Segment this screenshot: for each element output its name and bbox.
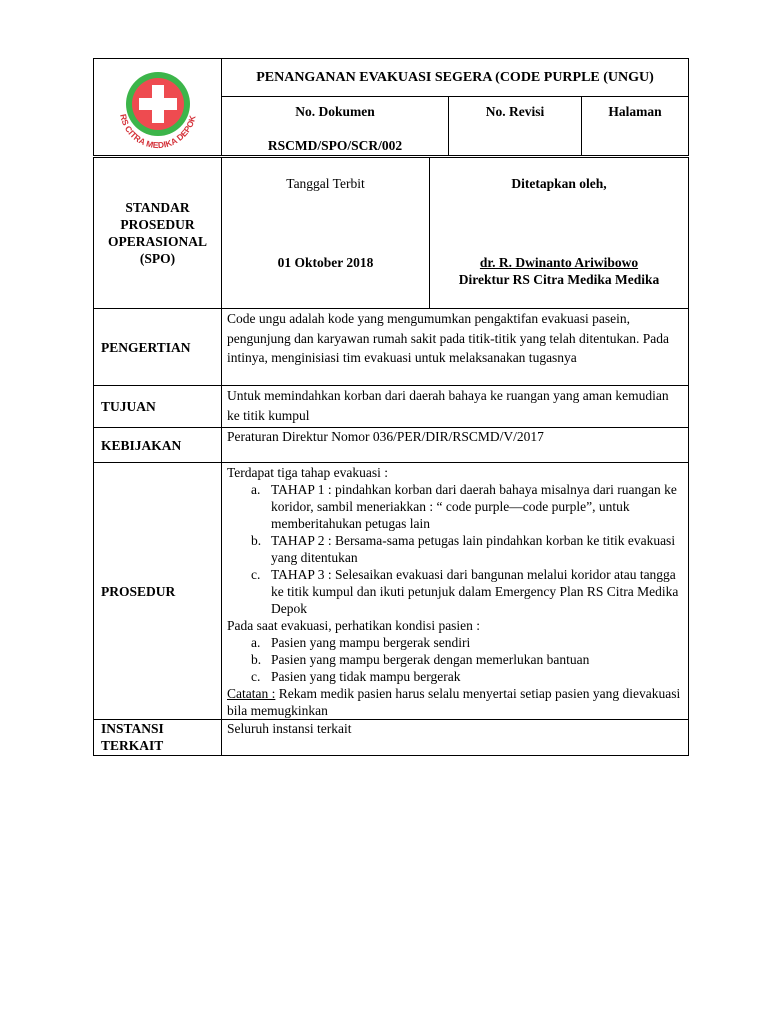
spo-label-line: PROSEDUR xyxy=(120,217,195,232)
issue-date-cell xyxy=(222,158,430,309)
approver-title: Direktur RS Citra Medika Medika xyxy=(458,272,660,287)
patient-conditions xyxy=(227,634,684,685)
spo-label-line: (SPO) xyxy=(139,251,176,266)
note xyxy=(227,685,684,719)
spo-label xyxy=(94,158,222,309)
note-text: Rekam medik pasien harus selalu menyertai setiap pasien yang dievakuasi bila memugkinkan xyxy=(227,686,681,718)
document-header xyxy=(93,58,689,156)
list-item: b. Pasien yang mampu bergerak dengan memerlukan bantuan xyxy=(251,652,590,667)
document-title: PENANGANAN EVAKUASI SEGERA (CODE PURPLE (UNGU) xyxy=(222,59,689,97)
list-item: a. TAHAP 1 : pindahkan korban dari daerah bahaya misalnya dari ruangan ke koridor, sambil meneriakkan : “ code purple—code purple”, untuk memberitahukan petugas lain xyxy=(251,482,677,531)
evacuation-steps xyxy=(227,481,684,617)
revision-label: No. Revisi xyxy=(449,97,582,156)
tujuan-label: TUJUAN xyxy=(94,386,222,428)
issue-date-value: 01 Oktober 2018 xyxy=(277,255,374,270)
logo-text: RS CITRA MEDIKA DEPOK xyxy=(117,112,198,150)
instansi-text: Seluruh instansi terkait xyxy=(222,720,689,756)
spo-table xyxy=(93,157,689,756)
doc-number-label: No. Dokumen xyxy=(295,104,375,119)
pengertian-text: Code ungu adalah kode yang mengumumkan pengaktifan evakuasi pasein, pengunjung dan karyawan rumah sakit pada titik-titik yang telah ditentukan. Pada intinya, menginisiasi tim evakuasi untuk melaksanakan tugasnya xyxy=(222,309,689,386)
hospital-logo xyxy=(108,70,208,150)
hospital-logo-icon xyxy=(108,70,208,150)
note-label: Catatan : xyxy=(227,686,276,701)
instansi-label: INSTANSI TERKAIT xyxy=(94,720,222,756)
logo-cell xyxy=(94,59,222,156)
doc-number-value: RSCMD/SPO/SCR/002 xyxy=(267,138,403,153)
spo-label-line: STANDAR xyxy=(125,200,190,215)
list-item: b. TAHAP 2 : Bersama-sama petugas lain pindahkan korban ke titik evakuasi yang ditentukan xyxy=(251,533,676,565)
approval-cell xyxy=(430,158,689,309)
list-item: c. Pasien yang tidak mampu bergerak xyxy=(251,669,461,684)
prosedur-label: PROSEDUR xyxy=(94,463,222,720)
pengertian-label: PENGERTIAN xyxy=(94,309,222,386)
conditions-intro: Pada saat evakuasi, perhatikan kondisi pasien : xyxy=(227,618,481,633)
list-item: a. Pasien yang mampu bergerak sendiri xyxy=(251,635,471,650)
issue-date-label: Tanggal Terbit xyxy=(286,176,365,191)
list-item: c. TAHAP 3 : Selesaikan evakuasi dari bangunan melalui koridor atau tangga ke titik kumpul dan ikuti petunjuk dalam Emergency Plan RS Citra Medika Depok xyxy=(251,567,679,616)
approved-by-label: Ditetapkan oleh, xyxy=(511,176,607,191)
tujuan-text: Untuk memindahkan korban dari daerah bahaya ke ruangan yang aman kemudian ke titik kumpul xyxy=(222,386,689,428)
approver-name: dr. R. Dwinanto Ariwibowo xyxy=(479,255,639,270)
page-label: Halaman xyxy=(582,97,689,156)
kebijakan-text: Peraturan Direktur Nomor 036/PER/DIR/RSCMD/V/2017 xyxy=(222,428,689,463)
prosedur-intro: Terdapat tiga tahap evakuasi : xyxy=(227,465,388,480)
kebijakan-label: KEBIJAKAN xyxy=(94,428,222,463)
doc-number-cell xyxy=(222,97,449,156)
prosedur-content xyxy=(222,463,689,720)
spo-label-line: OPERASIONAL xyxy=(107,234,207,249)
